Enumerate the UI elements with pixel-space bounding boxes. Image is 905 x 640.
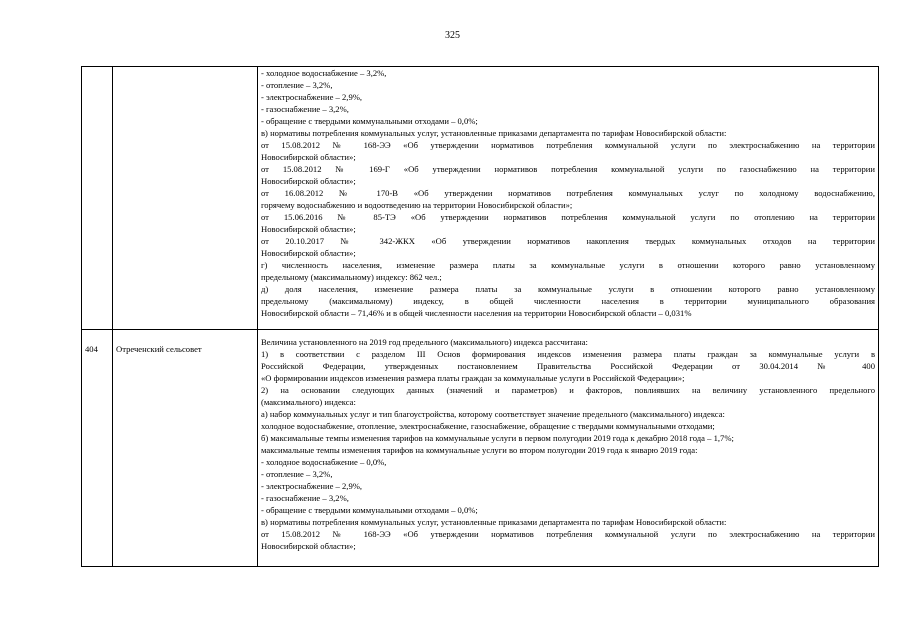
text-line: 2) на основании следующих данных (значений и параметров) и факторов, повлиявших на величину установленного предельного <box>261 385 875 395</box>
table-row <box>82 330 879 567</box>
text-line: (максимального) индекса: <box>261 397 356 407</box>
text-line: - холодное водоснабжение – 3,2%, <box>261 68 387 78</box>
row-text-lines <box>261 67 875 319</box>
text-line: холодное водоснабжение, отопление, электроснабжение, газоснабжение, обращение с твердыми коммунальными отходами; <box>261 421 715 431</box>
text-line: г) численность населения, изменение размера платы за коммунальные услуги в отношении которого равно установленному <box>261 260 875 270</box>
text-line: - газоснабжение – 3,2%, <box>261 104 349 114</box>
text-line: от 16.08.2012 № 170-В «Об утверждении нормативов потребления коммунальных услуг по холодному водоснабжению, <box>261 188 875 198</box>
row-number-cell: 404 <box>82 330 113 567</box>
row-name-cell: Отреченский сельсовет <box>113 330 258 567</box>
text-line: - обращение с твердыми коммунальными отходами – 0,0%; <box>261 116 478 126</box>
row-text-lines <box>261 336 875 552</box>
text-line: Новосибирской области – 71,46% и в общей численности населения на территории Новосибирской области – 0,031% <box>261 308 692 318</box>
text-line: Российской Федерации, утвержденных постановлением Правительства Российской Федерации от 30.04.2014 № 400 <box>261 361 875 371</box>
text-line: а) набор коммунальных услуг и тип благоустройства, которому соответствует значение предельного (максимального) индекса: <box>261 409 725 419</box>
page-number: 325 <box>445 30 460 41</box>
text-line: от 15.08.2012 № 169-Г «Об утверждении нормативов потребления коммунальной услуги по газоснабжению на территории <box>261 164 875 174</box>
text-line: Новосибирской области»; <box>261 224 356 234</box>
text-line: от 15.06.2016 № 85-ТЭ «Об утверждении нормативов потребления коммунальной услуги по отоплению на территории <box>261 212 875 222</box>
text-line: от 20.10.2017 № 342-ЖКХ «Об утверждении нормативов накопления твердых коммунальных отходов на территории <box>261 236 875 246</box>
text-line: - холодное водоснабжение – 0,0%, <box>261 457 387 467</box>
text-line: в) нормативы потребления коммунальных услуг, установленные приказами департамента по тарифам Новосибирской области: <box>261 517 727 527</box>
row-text-cell <box>258 67 879 330</box>
row-text-cell <box>258 330 879 567</box>
document-table <box>81 66 879 567</box>
text-line: - электроснабжение – 2,9%, <box>261 92 363 102</box>
text-line: - отопление – 3,2%, <box>261 469 333 479</box>
text-line: Новосибирской области»; <box>261 176 356 186</box>
text-line: - газоснабжение – 3,2%, <box>261 493 349 503</box>
text-line: от 15.08.2012 № 168-ЭЭ «Об утверждении нормативов потребления коммунальной услуги по электроснабжению на территории <box>261 140 875 150</box>
text-line: «О формировании индексов изменения размера платы граждан за коммунальные услуги в Российской Федерации»; <box>261 373 685 383</box>
text-line: Новосибирской области»; <box>261 541 356 551</box>
text-line: - отопление – 3,2%, <box>261 80 333 90</box>
text-line: от 15.08.2012 № 168-ЭЭ «Об утверждении нормативов потребления коммунальной услуги по электроснабжению на территории <box>261 529 875 539</box>
text-line: в) нормативы потребления коммунальных услуг, установленные приказами департамента по тарифам Новосибирской области: <box>261 128 727 138</box>
text-line: предельному (максимальному) индексу: 862 чел.; <box>261 272 442 282</box>
text-line: б) максимальные темпы изменения тарифов на коммунальные услуги в первом полугодии 2019 года к декабрю 2018 года – 1,7%; <box>261 433 734 443</box>
row-name-cell <box>113 67 258 330</box>
text-line: Новосибирской области»; <box>261 248 356 258</box>
text-line: - электроснабжение – 2,9%, <box>261 481 363 491</box>
row-number-cell <box>82 67 113 330</box>
text-line: максимальные темпы изменения тарифов на коммунальные услуги во втором полугодии 2019 года к январю 2019 года: <box>261 445 698 455</box>
text-line: горячему водоснабжению и водоотведению на территории Новосибирской области»; <box>261 200 573 210</box>
text-line: Величина установленного на 2019 год предельного (максимального) индекса рассчитана: <box>261 337 588 347</box>
table-row <box>82 67 879 330</box>
text-line: предельному (максимальному) индексу, в общей численности населения в территории муниципального образования <box>261 296 875 306</box>
text-line: Новосибирской области»; <box>261 152 356 162</box>
text-line: - обращение с твердыми коммунальными отходами – 0,0%; <box>261 505 478 515</box>
text-line: 1) в соответствии с разделом III Основ формирования индексов изменения размера платы граждан за коммунальные услуги в <box>261 349 875 359</box>
text-line: д) доля населения, изменение размера платы за коммунальные услуги в отношении которого равно установленному <box>261 284 875 294</box>
